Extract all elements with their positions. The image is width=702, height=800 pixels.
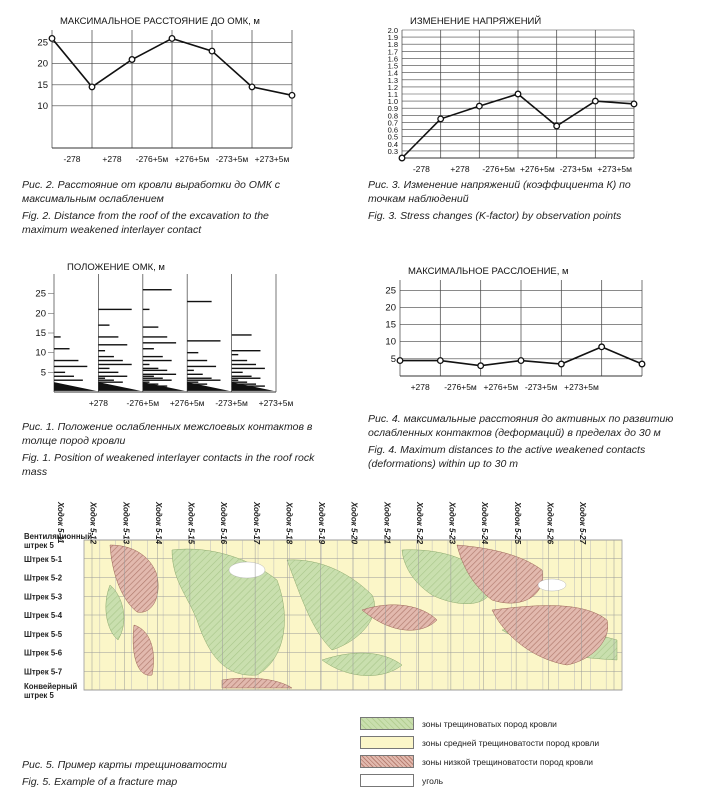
- y-tick-label: 15: [35, 328, 46, 339]
- x-tick-label: -276+5м: [444, 382, 477, 392]
- fig1-caption-ru: Рис. 1. Положение ослабленных межслоевых контактов в толще пород кровли: [22, 421, 313, 447]
- fig2-caption: [22, 178, 292, 237]
- contact-bar: [98, 372, 118, 373]
- contact-bar: [54, 360, 78, 361]
- x-tick-label: -278: [63, 154, 81, 164]
- contact-bar: [98, 324, 109, 325]
- y-tick-label: 25: [385, 285, 396, 297]
- column-label: Ходок 5-25: [512, 502, 522, 545]
- column-label: Ходок 5-19: [317, 502, 326, 545]
- data-point: [478, 363, 484, 369]
- fig3-line-chart: [368, 8, 643, 180]
- contact-bar: [54, 336, 61, 337]
- fig4-caption-ru: Рис. 4. максимальные расстояния до активных по развитию ослабленных контактов (деформаций) в пределах до 30 м: [368, 413, 674, 439]
- legend-label: зоны средней трещиноватости пород кровли: [422, 737, 600, 748]
- y-tick-label: 15: [37, 79, 48, 91]
- contact-bar: [98, 350, 105, 351]
- zone-coal: [538, 579, 566, 591]
- contact-bar: [187, 374, 203, 375]
- legend-swatch-coal: [360, 774, 414, 787]
- x-tick-label: -276+5м: [482, 164, 515, 174]
- data-point: [129, 57, 135, 63]
- contact-bar: [187, 378, 211, 379]
- contact-bar: [232, 354, 239, 355]
- contact-bar: [98, 309, 131, 310]
- chart-title: МАКСИМАЛЬНОЕ РАССТОЯНИЕ ДО ОМК, м: [60, 16, 260, 27]
- chart-title: ИЗМЕНЕНИЕ НАПРЯЖЕНИЙ: [410, 16, 542, 27]
- contact-bar: [98, 344, 127, 345]
- contact-bar: [143, 356, 163, 357]
- contact-bar: [143, 376, 154, 377]
- y-tick-label: 1.6: [387, 54, 398, 64]
- data-point: [438, 358, 444, 364]
- y-tick-label: 25: [37, 37, 48, 49]
- contact-bar: [54, 366, 87, 367]
- data-point: [559, 361, 565, 367]
- x-tick-label: +276+5м: [174, 154, 210, 164]
- data-point: [477, 103, 483, 109]
- y-tick-label: 20: [385, 302, 396, 314]
- contact-bar: [98, 360, 122, 361]
- x-tick-label: +276+5м: [169, 398, 205, 408]
- contact-bar: [232, 334, 252, 335]
- contact-base: [98, 382, 140, 391]
- data-point: [89, 84, 95, 90]
- column-label: Ходок 5-24: [480, 502, 490, 545]
- y-tick-label: 20: [37, 58, 48, 70]
- y-tick-label: 0.7: [387, 118, 398, 128]
- column-label: Ходок 5-20: [349, 502, 359, 545]
- y-tick-label: 5: [40, 367, 46, 379]
- row-label: Вентиляционный: [24, 532, 93, 541]
- y-tick-label: 1.2: [387, 82, 398, 92]
- row-label: штрек 5: [24, 541, 54, 550]
- y-tick-label: 10: [385, 336, 396, 348]
- x-tick-label: +276+5м: [519, 164, 555, 174]
- data-point: [438, 116, 444, 122]
- column-label: Ходок 5-13: [121, 502, 131, 545]
- fig4-caption-en: Fig. 4. Maximum distances to the active weakened contacts (deformations) within up to 30 m: [368, 444, 646, 470]
- contact-bar: [143, 368, 159, 369]
- y-tick-label: 1.5: [387, 61, 398, 71]
- legend-swatch-medium: [360, 736, 414, 749]
- column-label: Ходок 5-11: [56, 502, 65, 544]
- x-tick-label: +273+5м: [597, 164, 633, 174]
- column-label: Ходок 5-26: [545, 502, 555, 545]
- x-tick-label: -278: [412, 164, 430, 174]
- data-point: [554, 123, 560, 129]
- data-point: [639, 361, 645, 367]
- contact-bar: [232, 368, 265, 369]
- y-tick-label: 0.3: [387, 146, 398, 156]
- fig4-line-chart: [368, 258, 653, 413]
- row-label: Штрек 5-7: [24, 667, 63, 677]
- legend-label: зоны трещиноватых пород кровли: [422, 718, 557, 729]
- contact-bar: [143, 309, 150, 310]
- data-point: [593, 98, 599, 104]
- contact-bar: [54, 380, 83, 381]
- y-tick-label: 0.9: [387, 104, 398, 114]
- legend-item: [360, 771, 599, 790]
- contact-bar: [98, 368, 109, 369]
- contact-bar: [187, 380, 220, 381]
- data-point: [631, 101, 637, 107]
- fig5-caption: [22, 758, 322, 789]
- fig2-caption-en: Fig. 2. Distance from the roof of the excavation to the maximum weakened interlayer contact: [22, 210, 269, 236]
- y-tick-label: 0.8: [387, 111, 398, 121]
- contact-bar: [143, 342, 176, 343]
- chart-title: МАКСИМАЛЬНОЕ РАССЛОЕНИЕ, м: [408, 266, 569, 277]
- x-tick-label: +276+5м: [483, 382, 519, 392]
- fig1-caption-en: Fig. 1. Position of weakened interlayer contacts in the roof rock mass: [22, 452, 315, 478]
- y-tick-label: 1.4: [387, 68, 398, 78]
- row-label: штрек 5: [24, 691, 54, 700]
- fig1-caption: [22, 420, 322, 479]
- y-tick-label: 0.6: [387, 125, 398, 135]
- contact-bar: [143, 289, 172, 290]
- x-tick-label: +278: [450, 164, 470, 174]
- fig4-caption: [368, 412, 688, 471]
- x-tick-label: -273+5м: [215, 398, 248, 408]
- chart-title: ПОЛОЖЕНИЕ ОМК, м: [67, 262, 165, 273]
- fig3-caption-ru: Рис. 3. Изменение напряжений (коэффициента К) по точкам наблюдений: [368, 179, 631, 205]
- y-tick-label: 1.7: [387, 47, 398, 57]
- column-label: Ходок 5-16: [219, 502, 229, 545]
- contact-bar: [98, 378, 105, 379]
- y-tick-label: 5: [390, 353, 396, 365]
- x-tick-label: -273+5м: [524, 382, 558, 392]
- x-tick-label: -276+5м: [126, 398, 160, 408]
- data-point: [249, 84, 255, 90]
- data-point: [515, 91, 521, 97]
- contact-bar: [232, 360, 248, 361]
- data-point: [289, 93, 295, 99]
- contact-bar: [143, 370, 167, 371]
- x-tick-label: +273+5м: [254, 154, 290, 164]
- legend-item: [360, 733, 599, 752]
- x-tick-label: -276+5м: [135, 154, 169, 164]
- column-label: Ходок 5-23: [447, 502, 457, 545]
- y-tick-label: 20: [35, 308, 46, 320]
- contact-bar: [187, 366, 216, 367]
- contact-bar: [187, 360, 207, 361]
- data-point: [397, 358, 403, 364]
- fig5-legend: [360, 714, 599, 790]
- x-tick-label: +273+5м: [258, 398, 294, 408]
- contact-bar: [143, 364, 150, 365]
- legend-label: уголь: [422, 775, 444, 786]
- fig2-caption-ru: Рис. 2. Расстояние от кровли выработки до ОМК с максимальным ослаблением: [22, 179, 281, 205]
- fig5-fracture-map: [22, 500, 627, 710]
- column-label: Ходок 5-12: [88, 502, 98, 545]
- contact-bar: [187, 352, 198, 353]
- x-tick-label: -273+5м: [559, 164, 593, 174]
- fig5-caption-en: Fig. 5. Example of a fracture map: [22, 776, 178, 788]
- contact-bar: [98, 356, 114, 357]
- contact-bar: [187, 301, 211, 302]
- row-label: Штрек 5-4: [24, 611, 63, 620]
- x-tick-label: -273+5м: [215, 154, 249, 164]
- y-tick-label: 1.3: [387, 75, 398, 85]
- contact-bar: [232, 372, 243, 373]
- data-point: [399, 155, 405, 161]
- data-point: [169, 36, 175, 42]
- column-label: Ходок 5-18: [284, 502, 294, 545]
- contact-bar: [143, 336, 167, 337]
- y-tick-label: 0.5: [387, 132, 398, 142]
- contact-bar: [98, 381, 122, 382]
- contact-bar: [54, 372, 65, 373]
- x-tick-label: +278: [88, 398, 108, 408]
- contact-bar: [232, 376, 252, 377]
- x-tick-label: +278: [410, 382, 430, 392]
- row-label: Штрек 5-3: [24, 592, 63, 602]
- contact-bar: [143, 378, 163, 379]
- y-tick-label: 15: [385, 319, 396, 331]
- y-tick-label: 1.1: [387, 90, 398, 99]
- x-tick-label: +278: [102, 154, 122, 164]
- contact-bar: [143, 348, 154, 349]
- column-label: Ходок 5-27: [578, 502, 587, 545]
- contact-bar: [98, 376, 127, 377]
- column-label: Ходок 5-21: [382, 502, 392, 545]
- y-tick-label: 2.0: [387, 26, 398, 35]
- contact-bar: [143, 380, 172, 381]
- column-label: Ходок 5-15: [186, 502, 196, 545]
- y-tick-label: 10: [35, 347, 46, 359]
- contact-bar: [54, 348, 70, 349]
- y-tick-label: 1.0: [387, 97, 398, 107]
- row-label: Штрек 5-5: [24, 629, 63, 639]
- data-point: [209, 48, 215, 54]
- y-tick-label: 1.9: [387, 33, 398, 43]
- contact-bar: [232, 364, 256, 365]
- legend-label: зоны низкой трещиноватости пород кровли: [422, 756, 594, 767]
- contact-bar: [232, 350, 261, 351]
- row-label: Штрек 5-2: [24, 573, 63, 583]
- contact-bar: [98, 364, 131, 365]
- contact-bar: [143, 360, 172, 361]
- contact-bar: [232, 380, 239, 381]
- data-point: [518, 358, 524, 364]
- y-tick-label: 0.4: [387, 139, 398, 149]
- contact-bar: [232, 378, 261, 379]
- zone-coal: [229, 562, 265, 578]
- contact-bar: [54, 376, 74, 377]
- data-point: [49, 36, 55, 42]
- fig2-line-chart: [20, 8, 310, 173]
- fig1-contacts-chart: [22, 258, 294, 416]
- fig5-caption-ru: Рис. 5. Пример карты трещиноватости: [22, 759, 227, 771]
- column-label: Ходок 5-22: [414, 502, 424, 545]
- x-tick-label: +273+5м: [564, 382, 599, 392]
- legend-item: [360, 752, 599, 771]
- y-tick-label: 10: [37, 100, 48, 112]
- row-label: Конвейерный: [24, 682, 78, 691]
- y-tick-label: 1.8: [387, 40, 398, 50]
- row-label: Штрек 5-6: [24, 648, 63, 658]
- legend-swatch-fractured: [360, 717, 414, 730]
- y-tick-label: 25: [35, 288, 46, 300]
- contact-bar: [143, 326, 159, 327]
- legend-item: [360, 714, 599, 733]
- column-label: Ходок 5-17: [251, 502, 261, 545]
- fig3-caption-en: Fig. 3. Stress changes (K-factor) by observation points: [368, 210, 622, 222]
- contact-bar: [143, 374, 176, 375]
- contact-bar: [98, 336, 118, 337]
- fig3-caption: [368, 178, 668, 223]
- row-label: Штрек 5-1: [24, 554, 63, 564]
- legend-swatch-low: [360, 755, 414, 768]
- data-point: [599, 344, 605, 350]
- contact-bar: [187, 340, 220, 341]
- contact-base: [54, 382, 96, 391]
- contact-bar: [187, 370, 194, 371]
- column-label: Ходок 5-14: [153, 502, 163, 545]
- contact-bar: [98, 380, 114, 381]
